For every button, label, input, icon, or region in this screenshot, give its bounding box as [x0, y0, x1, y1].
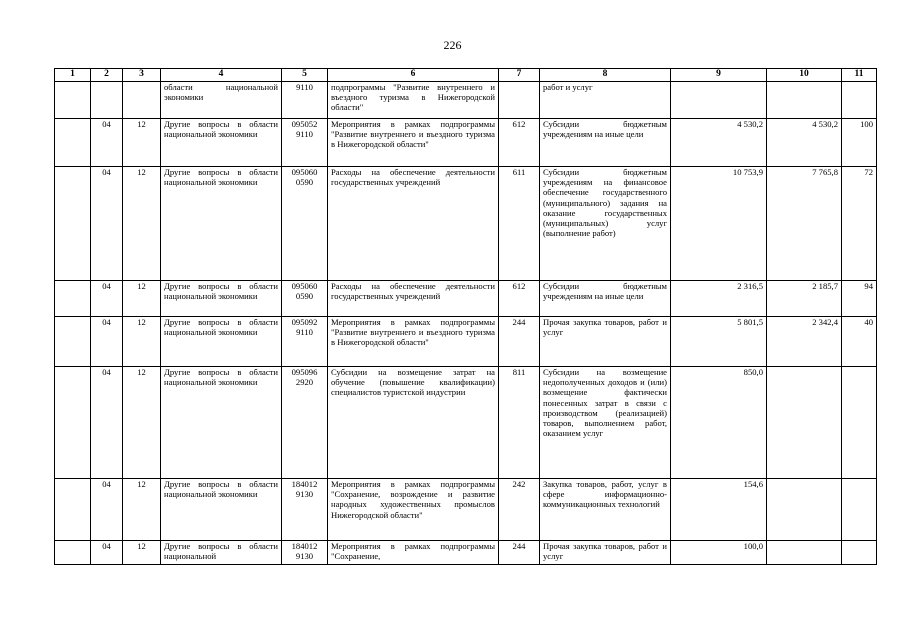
cell-expense-type: [499, 82, 540, 119]
cell-article-name: Мероприятия в рамках подпрограммы "Сохранение,: [328, 541, 499, 565]
cell-subsection: 12: [123, 281, 161, 317]
cell-section: 04: [91, 367, 123, 479]
cell-plan: [671, 82, 767, 119]
cell-percent: [842, 541, 877, 565]
column-header: 6: [328, 69, 499, 82]
cell-section-name: Другие вопросы в области национальной: [161, 541, 282, 565]
cell-section-name: Другие вопросы в области национальной экономики: [161, 367, 282, 479]
column-header: 7: [499, 69, 540, 82]
cell-section-name: области национальной экономики: [161, 82, 282, 119]
cell-expense-type: 242: [499, 479, 540, 541]
cell-plan: 2 316,5: [671, 281, 767, 317]
cell-subsection: 12: [123, 317, 161, 367]
column-header: 11: [842, 69, 877, 82]
cell-expense-type-name: Субсидии бюджетным учреждениям на иные цели: [540, 281, 671, 317]
cell-section: [91, 82, 123, 119]
table-row: [55, 82, 877, 119]
cell-expense-type-name: Субсидии бюджетным учреждениям на финансовое обеспечение государственного (муниципального) задания на оказание государственных (муниципальных) услуг (выполнение работ): [540, 167, 671, 281]
cell-expense-type-name: Субсидии на возмещение недополученных доходов и (или) возмещение фактически понесенных затрат в связи с производством (реализацией) товаров, выполнением работ, оказанием услуг: [540, 367, 671, 479]
cell-percent: 40: [842, 317, 877, 367]
cell-expense-type: 244: [499, 317, 540, 367]
cell-article-name: подпрограммы "Развитие внутреннего и въездного туризма в Нижегородской области": [328, 82, 499, 119]
cell-col1: [55, 82, 91, 119]
cell-plan: 850,0: [671, 367, 767, 479]
cell-section: 04: [91, 541, 123, 565]
cell-expense-type-name: Прочая закупка товаров, работ и услуг: [540, 317, 671, 367]
table-row: [55, 167, 877, 281]
cell-article-name: Мероприятия в рамках подпрограммы "Развитие внутреннего и въездного туризма в Нижегородской области": [328, 119, 499, 167]
cell-subsection: 12: [123, 541, 161, 565]
cell-expense-type-name: Закупка товаров, работ, услуг в сфере информационно-коммуникационных технологий: [540, 479, 671, 541]
cell-section-name: Другие вопросы в области национальной экономики: [161, 479, 282, 541]
cell-expense-type: 612: [499, 119, 540, 167]
cell-plan: 5 801,5: [671, 317, 767, 367]
cell-percent: 72: [842, 167, 877, 281]
cell-col1: [55, 281, 91, 317]
cell-article-name: Мероприятия в рамках подпрограммы "Сохранение, возрождение и развитие народных художественных промыслов Нижегородской области": [328, 479, 499, 541]
column-header: 3: [123, 69, 161, 82]
cell-subsection: 12: [123, 119, 161, 167]
cell-col1: [55, 541, 91, 565]
cell-subsection: 12: [123, 367, 161, 479]
cell-target-article: 184012 9130: [282, 479, 328, 541]
cell-target-article: 9110: [282, 82, 328, 119]
cell-subsection: [123, 82, 161, 119]
cell-percent: 94: [842, 281, 877, 317]
cell-article-name: Расходы на обеспечение деятельности государственных учреждений: [328, 281, 499, 317]
header-row: [55, 69, 877, 82]
table-row: [55, 317, 877, 367]
cell-section: 04: [91, 119, 123, 167]
cell-section-name: Другие вопросы в области национальной экономики: [161, 281, 282, 317]
table-row: [55, 367, 877, 479]
column-header: 2: [91, 69, 123, 82]
cell-expense-type: 611: [499, 167, 540, 281]
cell-actual: 2 185,7: [767, 281, 842, 317]
column-header: 5: [282, 69, 328, 82]
cell-col1: [55, 367, 91, 479]
column-header: 10: [767, 69, 842, 82]
cell-actual: [767, 541, 842, 565]
table-row: [55, 281, 877, 317]
cell-plan: 4 530,2: [671, 119, 767, 167]
table-row: [55, 479, 877, 541]
cell-section: 04: [91, 317, 123, 367]
cell-percent: [842, 367, 877, 479]
cell-target-article: 095092 9110: [282, 317, 328, 367]
cell-col1: [55, 167, 91, 281]
cell-percent: 100: [842, 119, 877, 167]
cell-article-name: Мероприятия в рамках подпрограммы "Развитие внутреннего и въездного туризма в Нижегородской области": [328, 317, 499, 367]
cell-percent: [842, 82, 877, 119]
column-header: 1: [55, 69, 91, 82]
cell-actual: 7 765,8: [767, 167, 842, 281]
cell-subsection: 12: [123, 167, 161, 281]
cell-col1: [55, 317, 91, 367]
cell-section-name: Другие вопросы в области национальной экономики: [161, 317, 282, 367]
cell-col1: [55, 479, 91, 541]
cell-subsection: 12: [123, 479, 161, 541]
cell-plan: 154,6: [671, 479, 767, 541]
cell-target-article: 184012 9130: [282, 541, 328, 565]
cell-target-article: 095096 2920: [282, 367, 328, 479]
cell-expense-type: 612: [499, 281, 540, 317]
cell-article-name: Субсидии на возмещение затрат на обучение (повышение квалификации) специалистов туристской индустрии: [328, 367, 499, 479]
cell-target-article: 095060 0590: [282, 281, 328, 317]
cell-section-name: Другие вопросы в области национальной экономики: [161, 167, 282, 281]
cell-expense-type-name: Прочая закупка товаров, работ и услуг: [540, 541, 671, 565]
cell-actual: [767, 479, 842, 541]
cell-actual: [767, 367, 842, 479]
cell-section-name: Другие вопросы в области национальной экономики: [161, 119, 282, 167]
cell-section: 04: [91, 167, 123, 281]
table-row: [55, 119, 877, 167]
cell-target-article: 095052 9110: [282, 119, 328, 167]
cell-actual: 2 342,4: [767, 317, 842, 367]
cell-expense-type-name: Субсидии бюджетным учреждениям на иные цели: [540, 119, 671, 167]
cell-article-name: Расходы на обеспечение деятельности государственных учреждений: [328, 167, 499, 281]
cell-plan: 100,0: [671, 541, 767, 565]
cell-percent: [842, 479, 877, 541]
cell-expense-type: 811: [499, 367, 540, 479]
cell-section: 04: [91, 281, 123, 317]
cell-plan: 10 753,9: [671, 167, 767, 281]
cell-expense-type-name: работ и услуг: [540, 82, 671, 119]
cell-section: 04: [91, 479, 123, 541]
cell-expense-type: 244: [499, 541, 540, 565]
page-number: 226: [443, 38, 462, 52]
cell-actual: [767, 82, 842, 119]
cell-actual: 4 530,2: [767, 119, 842, 167]
table-row: [55, 541, 877, 565]
budget-table: [54, 68, 877, 565]
column-header: 9: [671, 69, 767, 82]
cell-col1: [55, 119, 91, 167]
cell-target-article: 095060 0590: [282, 167, 328, 281]
column-header: 8: [540, 69, 671, 82]
column-header: 4: [161, 69, 282, 82]
